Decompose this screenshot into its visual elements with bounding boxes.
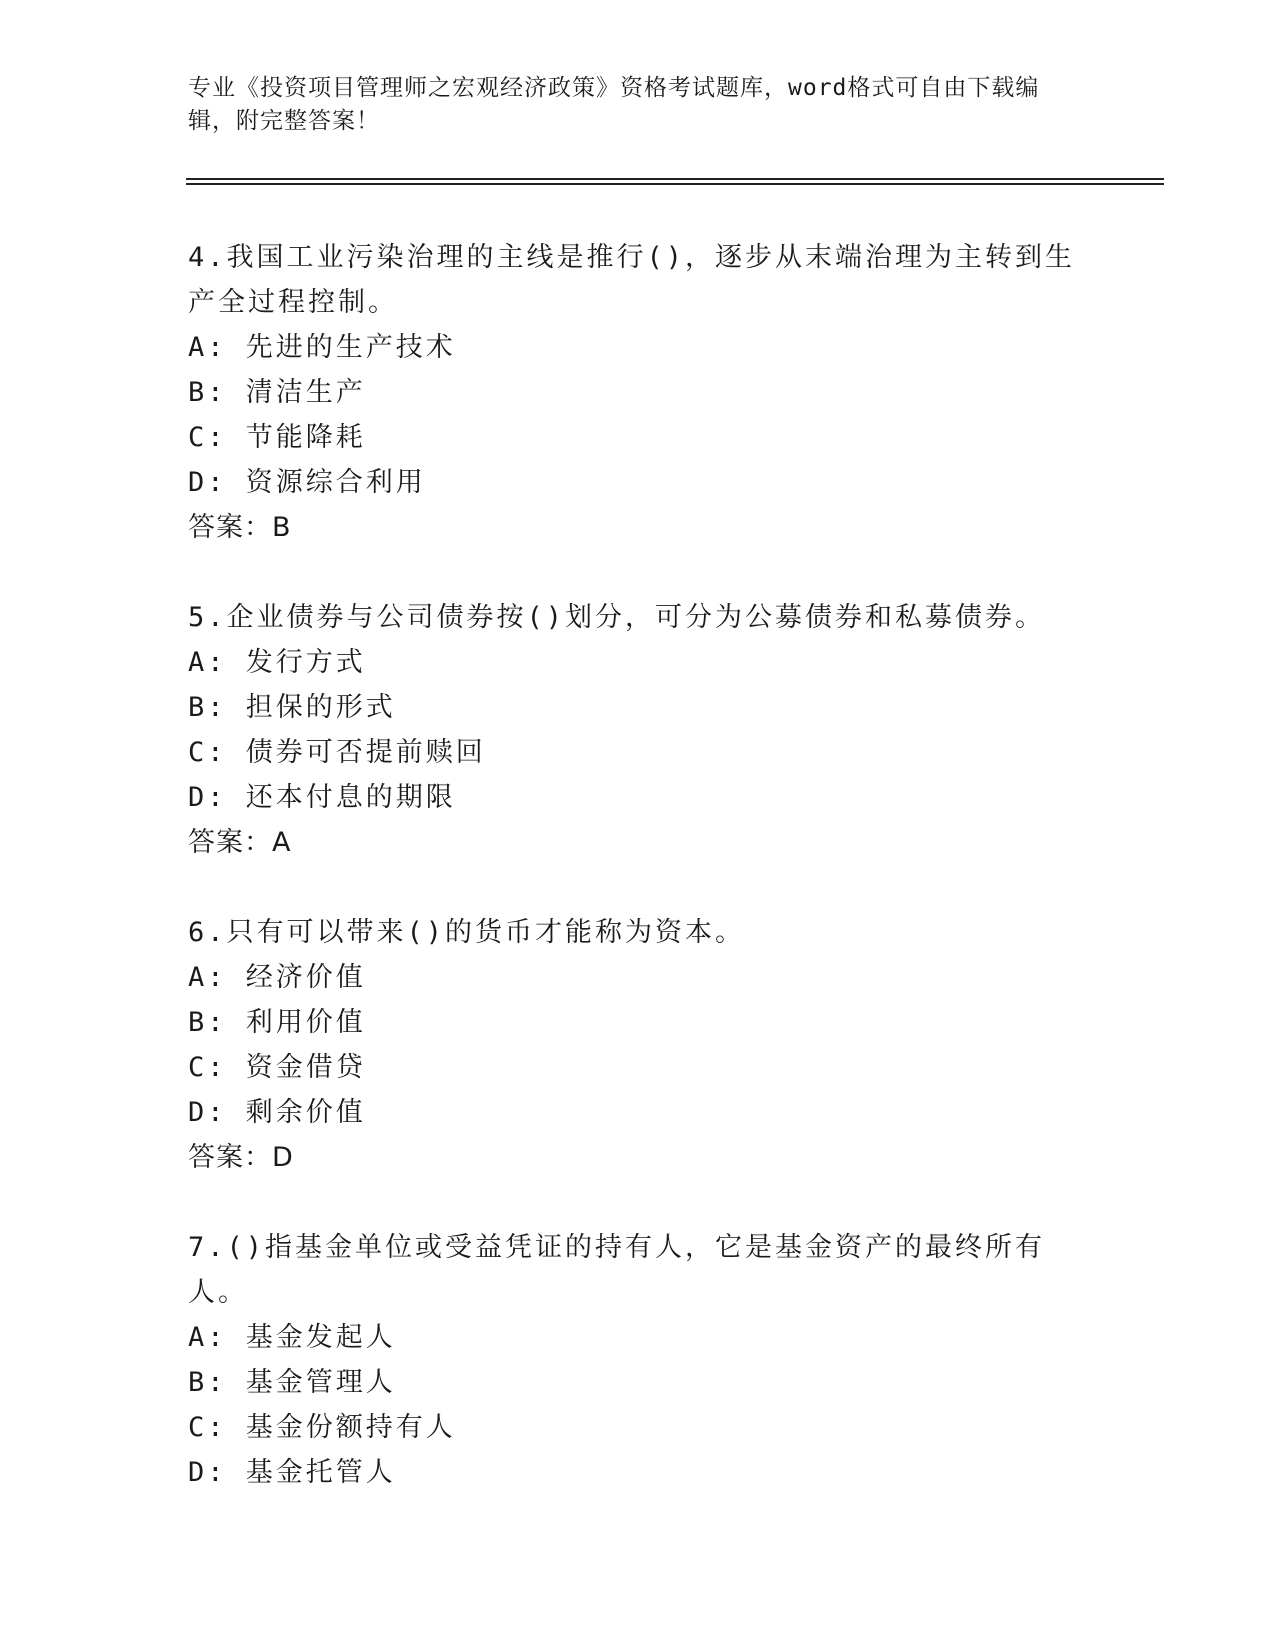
question-list: [188, 235, 1088, 1540]
option-c: C: 资金借贷: [188, 1052, 366, 1083]
option-c: C: 债券可否提前赎回: [188, 737, 486, 768]
option-d: D: 还本付息的期限: [188, 782, 456, 813]
option-d: D: 资源综合利用: [188, 467, 426, 498]
option-a: A: 发行方式: [188, 647, 366, 678]
header-divider-bottom: [186, 183, 1164, 185]
option-b: B: 清洁生产: [188, 377, 366, 408]
answer-line: 答案：A: [188, 827, 292, 858]
question-5: [188, 595, 1088, 865]
question-stem: 4.我国工业污染治理的主线是推行()，逐步从末端治理为主转到生产全过程控制。: [188, 242, 1076, 318]
header-divider-top: [186, 178, 1164, 180]
option-d: D: 剩余价值: [188, 1097, 366, 1128]
option-c: C: 基金份额持有人: [188, 1412, 456, 1443]
option-a: A: 基金发起人: [188, 1322, 396, 1353]
question-4: [188, 235, 1088, 550]
question-6: [188, 910, 1088, 1180]
option-a: A: 经济价值: [188, 962, 366, 993]
answer-line: 答案：D: [188, 1142, 294, 1173]
option-b: B: 担保的形式: [188, 692, 396, 723]
option-c: C: 节能降耗: [188, 422, 366, 453]
question-stem: 5.企业债券与公司债券按()划分，可分为公募债券和私募债券。: [188, 602, 1046, 633]
option-d: D: 基金托管人: [188, 1457, 396, 1488]
document-header: 专业《投资项目管理师之宏观经济政策》资格考试题库，word格式可自由下载编辑，附完整答案！: [188, 75, 1040, 134]
answer-line: 答案：B: [188, 512, 292, 543]
question-stem: 6.只有可以带来()的货币才能称为资本。: [188, 917, 746, 948]
option-b: B: 基金管理人: [188, 1367, 396, 1398]
question-7: [188, 1225, 1088, 1495]
option-b: B: 利用价值: [188, 1007, 366, 1038]
option-a: A: 先进的生产技术: [188, 332, 456, 363]
question-stem: 7.()指基金单位或受益凭证的持有人，它是基金资产的最终所有人。: [188, 1232, 1046, 1308]
